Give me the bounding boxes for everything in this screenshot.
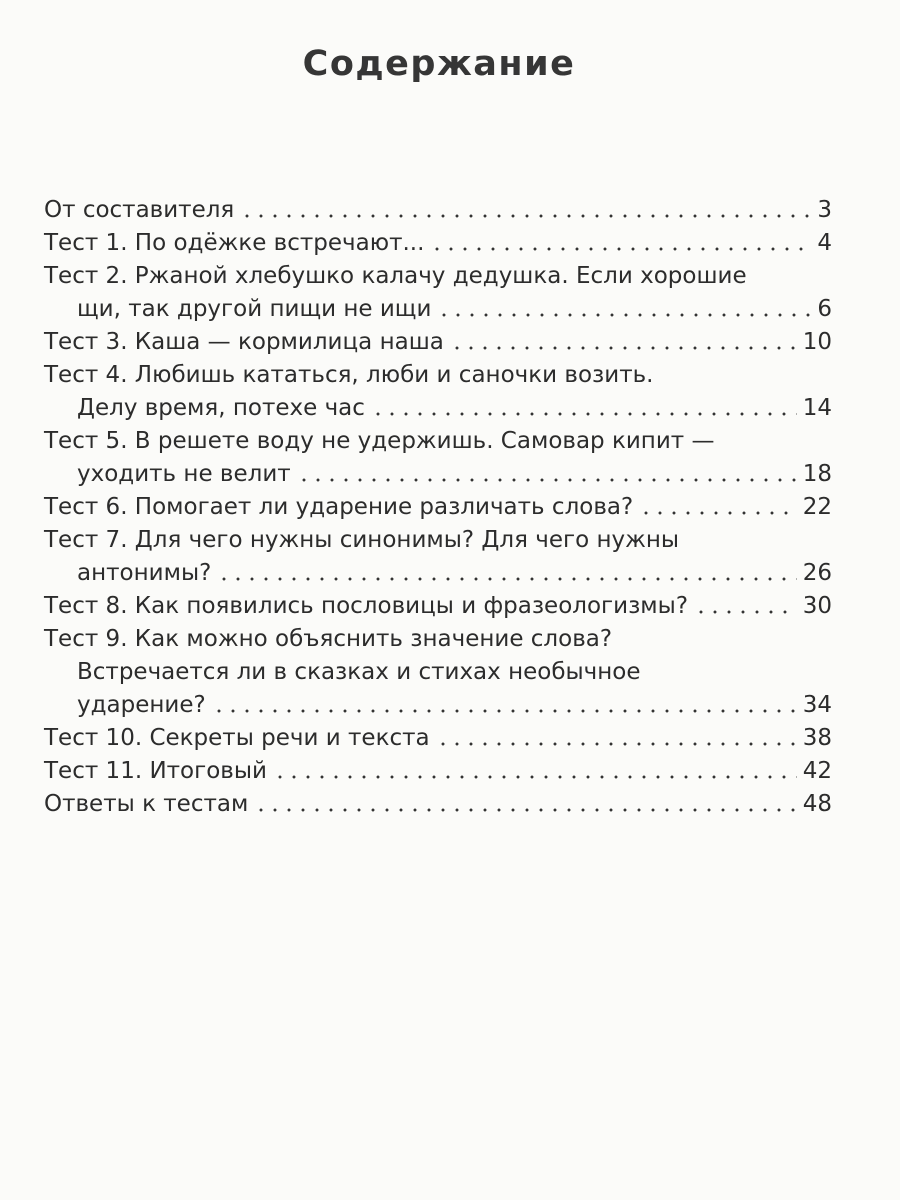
- toc-entry-text: Тест 1. По одёжке встречают...: [44, 230, 425, 256]
- toc-entry: [44, 194, 832, 227]
- toc-entry: [44, 425, 832, 491]
- dot-leader: [212, 709, 797, 713]
- page-number: 10: [802, 329, 832, 355]
- toc-entry-text: От составителя: [44, 197, 235, 223]
- toc-entry: [44, 590, 832, 623]
- toc-entry-text: Тест 5. В решете воду не удержишь. Самовар кипит —: [44, 428, 715, 454]
- dot-leader: [450, 346, 797, 350]
- toc-entry-line: [44, 458, 832, 491]
- dot-leader: [430, 247, 811, 251]
- toc-entry: [44, 260, 832, 326]
- toc-entry-line: [44, 788, 832, 821]
- page-number: 38: [802, 725, 832, 751]
- table-of-contents: [44, 194, 832, 821]
- toc-entry-line: [44, 590, 832, 623]
- toc-entry-line: [44, 557, 832, 590]
- toc-entry-text: Тест 7. Для чего нужны синонимы? Для чего нужны: [44, 527, 680, 553]
- dot-leader: [694, 610, 797, 614]
- page-number: 42: [802, 758, 832, 784]
- page-number: 18: [802, 461, 832, 487]
- dot-leader: [639, 511, 797, 515]
- toc-entry-line: [44, 425, 832, 458]
- dot-leader: [273, 775, 797, 779]
- toc-entry: [44, 755, 832, 788]
- page-number: 3: [817, 197, 832, 223]
- toc-entry-text: щи, так другой пищи не ищи: [77, 296, 432, 322]
- toc-entry-line: [44, 194, 832, 227]
- toc-entry: [44, 788, 832, 821]
- page-number: 14: [802, 395, 832, 421]
- toc-entry-line: [44, 326, 832, 359]
- page-number: 48: [802, 791, 832, 817]
- toc-entry: [44, 227, 832, 260]
- toc-entry-text: Тест 4. Любишь кататься, люби и саночки возить.: [44, 362, 654, 388]
- page-number: 6: [817, 296, 832, 322]
- toc-entry-line: [44, 392, 832, 425]
- toc-entry-text: Тест 6. Помогает ли ударение различать слова?: [44, 494, 634, 520]
- page-title: Содержание: [302, 44, 576, 84]
- toc-entry-line: [44, 227, 832, 260]
- toc-entry-text: Тест 3. Каша — кормилица наша: [44, 329, 444, 355]
- page-number: 34: [802, 692, 832, 718]
- toc-entry-line: [44, 359, 832, 392]
- toc-entry-text: Тест 2. Ржаной хлебушко калачу дедушка. Если хорошие: [44, 263, 747, 289]
- dot-leader: [437, 313, 811, 317]
- toc-entry: [44, 722, 832, 755]
- toc-entry-text: уходить не велит: [77, 461, 291, 487]
- dot-leader: [240, 214, 811, 218]
- toc-entry-text: Тест 9. Как можно объяснить значение слова?: [44, 626, 613, 652]
- toc-entry-line: [44, 722, 832, 755]
- toc-entry: [44, 524, 832, 590]
- toc-entry-line: [44, 656, 832, 689]
- dot-leader: [371, 412, 797, 416]
- page-number: 22: [802, 494, 832, 520]
- toc-entry-line: [44, 260, 832, 293]
- toc-entry-line: [44, 293, 832, 326]
- toc-entry: [44, 326, 832, 359]
- toc-entry-text: Тест 8. Как появились пословицы и фразеологизмы?: [44, 593, 689, 619]
- toc-entry-text: Ответы к тестам: [44, 791, 249, 817]
- toc-entry: [44, 623, 832, 722]
- toc-entry-text: Тест 11. Итоговый: [44, 758, 267, 784]
- toc-entry-text: ударение?: [77, 692, 206, 718]
- toc-entry: [44, 359, 832, 425]
- toc-entry-text: Тест 10. Секреты речи и текста: [44, 725, 430, 751]
- dot-leader: [436, 742, 797, 746]
- toc-entry-text: Встречается ли в сказках и стихах необычное: [77, 659, 641, 685]
- toc-entry-line: [44, 623, 832, 656]
- dot-leader: [254, 808, 796, 812]
- dot-leader: [217, 577, 796, 581]
- toc-entry-line: [44, 491, 832, 524]
- toc-entry: [44, 491, 832, 524]
- toc-entry-text: антонимы?: [77, 560, 212, 586]
- page-number: 4: [817, 230, 832, 256]
- page-number: 26: [802, 560, 832, 586]
- toc-entry-line: [44, 689, 832, 722]
- toc-entry-line: [44, 524, 832, 557]
- toc-entry-text: Делу время, потехе час: [77, 395, 365, 421]
- toc-entry-line: [44, 755, 832, 788]
- page-number: 30: [802, 593, 832, 619]
- dot-leader: [297, 478, 797, 482]
